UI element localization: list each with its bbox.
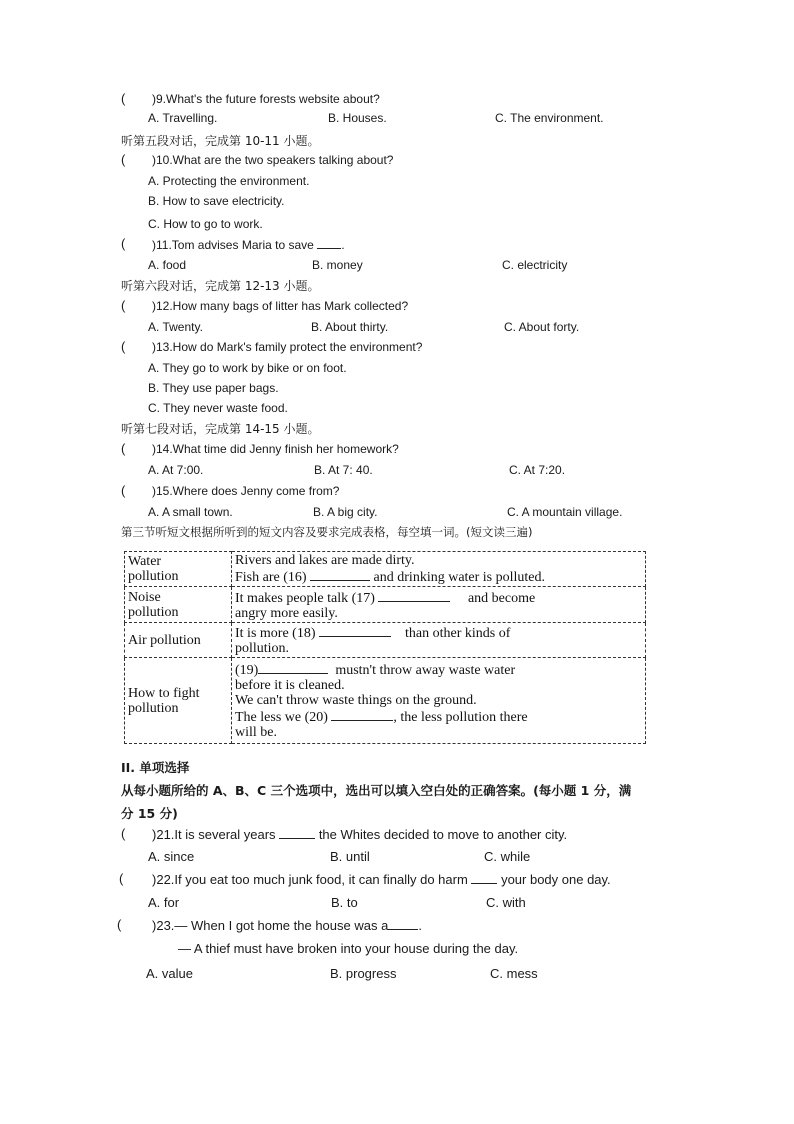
pollution-table	[124, 551, 646, 744]
answer-blank-16[interactable]	[310, 568, 370, 581]
option-b: B. progress	[330, 966, 397, 981]
answer-blank-18[interactable]	[319, 624, 391, 637]
option-c: C. with	[486, 895, 526, 910]
question-text: )9.What's the future forests website about?	[152, 92, 380, 106]
answer-bracket-open[interactable]: (	[117, 917, 122, 932]
option-b: B. At 7: 40.	[314, 463, 373, 477]
option-c: C. At 7:20.	[509, 463, 566, 477]
question-text: )23.— When I got home the house was a .	[152, 918, 422, 933]
part2-title: II. 单项选择	[121, 760, 190, 775]
question-text: )22.If you eat too much junk food, it can finally do harm your body one day.	[152, 872, 611, 887]
answer-bracket-open[interactable]: (	[121, 826, 126, 841]
option-a: A. since	[148, 849, 195, 864]
option-a: A. food	[148, 258, 187, 272]
part2-instruction-cont: 分 15 分)	[121, 806, 178, 821]
option-c: C. while	[484, 849, 531, 864]
option-c: C. They never waste food.	[148, 401, 288, 415]
option-b: B. About thirty.	[311, 320, 389, 334]
option-a: A. At 7:00.	[148, 463, 204, 477]
option-b: B. until	[330, 849, 370, 864]
table-row-water	[125, 552, 646, 587]
answer-bracket-open[interactable]: (	[121, 91, 126, 106]
option-a: A. They go to work by bike or on foot.	[148, 361, 347, 375]
answer-bracket-open[interactable]: (	[121, 236, 126, 251]
row-content: (19) mustn't throw away waste water before it is cleaned. We can't throw waste things on the ground. The less we (20) , the less pollution there will be.	[232, 658, 646, 744]
option-a: A. value	[146, 966, 193, 981]
question-text: )13.How do Mark's family protect the environment?	[152, 340, 423, 354]
question-text: )11.Tom advises Maria to save .	[152, 238, 345, 252]
option-b: B. money	[312, 258, 363, 272]
option-c: C. A mountain village.	[507, 505, 623, 519]
part2-instruction: 从每小题所给的 A、B、C 三个选项中，选出可以填入空白处的正确答案。(每小题 1 分，满	[121, 783, 632, 798]
option-b: B. to	[331, 895, 358, 910]
section-heading-part6: 听第六段对话，完成第 12-13 小题。	[121, 279, 320, 293]
answer-bracket-open[interactable]: (	[121, 441, 126, 456]
answer-bracket-open[interactable]: (	[121, 298, 126, 313]
option-c: C. electricity	[502, 258, 568, 272]
answer-bracket-open[interactable]: (	[121, 339, 126, 354]
option-a: A. Twenty.	[148, 320, 203, 334]
option-b: B. They use paper bags.	[148, 381, 279, 395]
row-content: It makes people talk (17) and become angry more easily.	[232, 587, 646, 623]
option-b: B. Houses.	[328, 111, 387, 125]
row-label: Water pollution	[125, 552, 232, 587]
table-row-noise	[125, 587, 646, 623]
answer-blank[interactable]	[388, 918, 418, 930]
question-text: )10.What are the two speakers talking about?	[152, 153, 394, 167]
question-reply: — A thief must have broken into your house during the day.	[178, 941, 519, 956]
answer-bracket-open[interactable]: (	[121, 483, 126, 498]
option-a: A. for	[148, 895, 180, 910]
option-b: B. A big city.	[313, 505, 378, 519]
question-text: )15.Where does Jenny come from?	[152, 484, 340, 498]
question-text: )12.How many bags of litter has Mark collected?	[152, 299, 409, 313]
option-b: B. How to save electricity.	[148, 194, 285, 208]
answer-blank[interactable]	[317, 237, 341, 249]
answer-blank-20[interactable]	[331, 708, 393, 721]
section-heading-part5: 听第五段对话，完成第 10-11 小题。	[121, 134, 320, 148]
option-a: A. Protecting the environment.	[148, 174, 310, 188]
answer-blank[interactable]	[279, 827, 315, 839]
question-text: )21.It is several years the Whites decided to move to another city.	[152, 827, 568, 842]
row-content: It is more (18) than other kinds of pollution.	[232, 623, 646, 658]
answer-bracket-open[interactable]: (	[121, 152, 126, 167]
option-c: C. About forty.	[504, 320, 580, 334]
table-row-fight	[125, 658, 646, 744]
table-row-air	[125, 623, 646, 658]
row-label: Air pollution	[125, 623, 232, 658]
option-a: A. A small town.	[148, 505, 233, 519]
section-heading-part7: 听第七段对话，完成第 14-15 小题。	[121, 422, 320, 436]
section-heading-3: 第三节听短文根据所听到的短文内容及要求完成表格，每空填一词。(短文读三遍)	[121, 525, 533, 539]
row-label: Noise pollution	[125, 587, 232, 623]
row-content: Rivers and lakes are made dirty. Fish are (16) and drinking water is polluted.	[232, 552, 646, 587]
answer-bracket-open[interactable]: (	[119, 871, 124, 886]
option-c: C. How to go to work.	[148, 217, 263, 231]
answer-blank[interactable]	[471, 872, 497, 884]
option-a: A. Travelling.	[148, 111, 218, 125]
answer-blank-17[interactable]	[378, 589, 450, 602]
option-c: C. The environment.	[495, 111, 604, 125]
answer-blank-19[interactable]	[258, 661, 328, 674]
row-label: How to fight pollution	[125, 658, 232, 744]
option-c: C. mess	[490, 966, 538, 981]
question-text: )14.What time did Jenny finish her homework?	[152, 442, 399, 456]
